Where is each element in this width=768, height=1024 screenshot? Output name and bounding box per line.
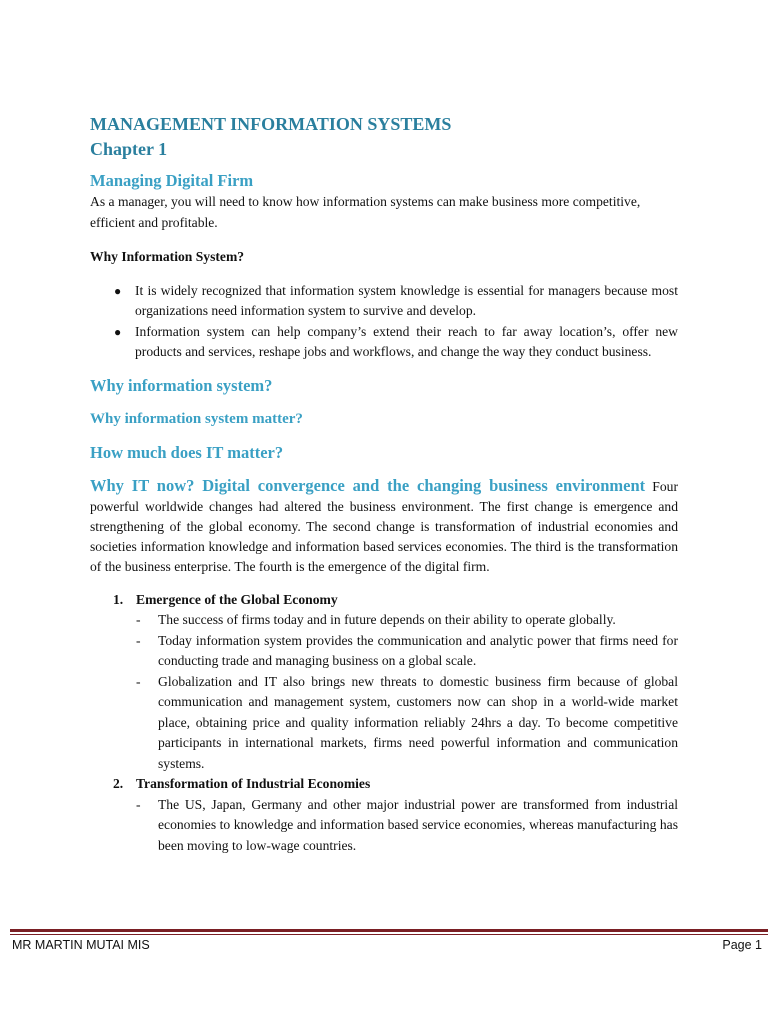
bullet-list <box>90 281 678 363</box>
dash-item: - Today information system provides the communication and analytic power that firms need for conducting trade and managing business on a global scale. <box>136 632 678 669</box>
footer-divider <box>10 929 768 932</box>
footer-author: MR MARTIN MUTAI MIS <box>12 938 150 952</box>
numbered-item <box>90 590 678 775</box>
subheading-why-information-system: Why Information System? <box>90 249 245 264</box>
dash-list <box>136 795 678 857</box>
numbered-item <box>90 774 678 856</box>
item-number: 2. <box>113 776 124 792</box>
why-it-now-body: Four powerful worldwide changes had altered the business environment. The first change is emergence and strengthening of the global economy. The second change is transformation of industrial economies and societies information knowledge and information based services economies. The third is the transformation of the business enterprise. The fourth is the emergence of the digital firm. <box>90 478 678 575</box>
intro-paragraph: As a manager, you will need to know how information systems can make business more competitive, efficient and profitable. <box>90 194 641 230</box>
item-title: Transformation of Industrial Economies <box>136 776 371 792</box>
numbered-list <box>90 590 678 857</box>
section-why-it-now <box>90 476 678 578</box>
dash-item: - The US, Japan, Germany and other major industrial power are transformed from industrial economies to knowledge and information based service economies, whereas manufacturing has been moving to low-wage countries. <box>136 796 678 853</box>
dash-item: - The success of firms today and in future depends on their ability to operate globally. <box>136 612 616 628</box>
item-title: Emergence of the Global Economy <box>136 591 338 607</box>
heading-why-information-system-matter: Why information system matter? <box>90 410 303 427</box>
heading-why-it-now: Why IT now? Digital convergence and the changing business environment <box>90 475 646 495</box>
page-content <box>90 112 678 856</box>
footer-divider-thin <box>10 934 768 935</box>
dash-list <box>136 610 678 774</box>
bullet-item: ● Information system can help company’s extend their reach to far away location’s, offer new products and services, reshape jobs and workflows, and change the way they conduct business. <box>114 323 678 359</box>
dash-item: - Globalization and IT also brings new threats to domestic business firm because of global communication and management system, customers now can shop in a world-wide market place, obtaining price and quality information reliably 24hrs a day. To become competitive participants in international markets, firms need powerful information and communication systems. <box>136 673 678 771</box>
document-title: MANAGEMENT INFORMATION SYSTEMS <box>90 114 452 134</box>
heading-why-information-system: Why information system? <box>90 375 273 395</box>
item-number: 1. <box>113 591 124 607</box>
footer-page-number: Page 1 <box>722 938 762 952</box>
heading-how-much-it-matter: How much does IT matter? <box>90 442 284 462</box>
bullet-icon: ● <box>114 324 122 339</box>
section-heading-managing-digital-firm: Managing Digital Firm <box>90 171 254 190</box>
chapter-heading: Chapter 1 <box>90 139 168 159</box>
bullet-item: ● It is widely recognized that information system knowledge is essential for managers because most organizations need information system to survive and develop. <box>114 282 678 318</box>
bullet-icon: ● <box>114 283 122 298</box>
